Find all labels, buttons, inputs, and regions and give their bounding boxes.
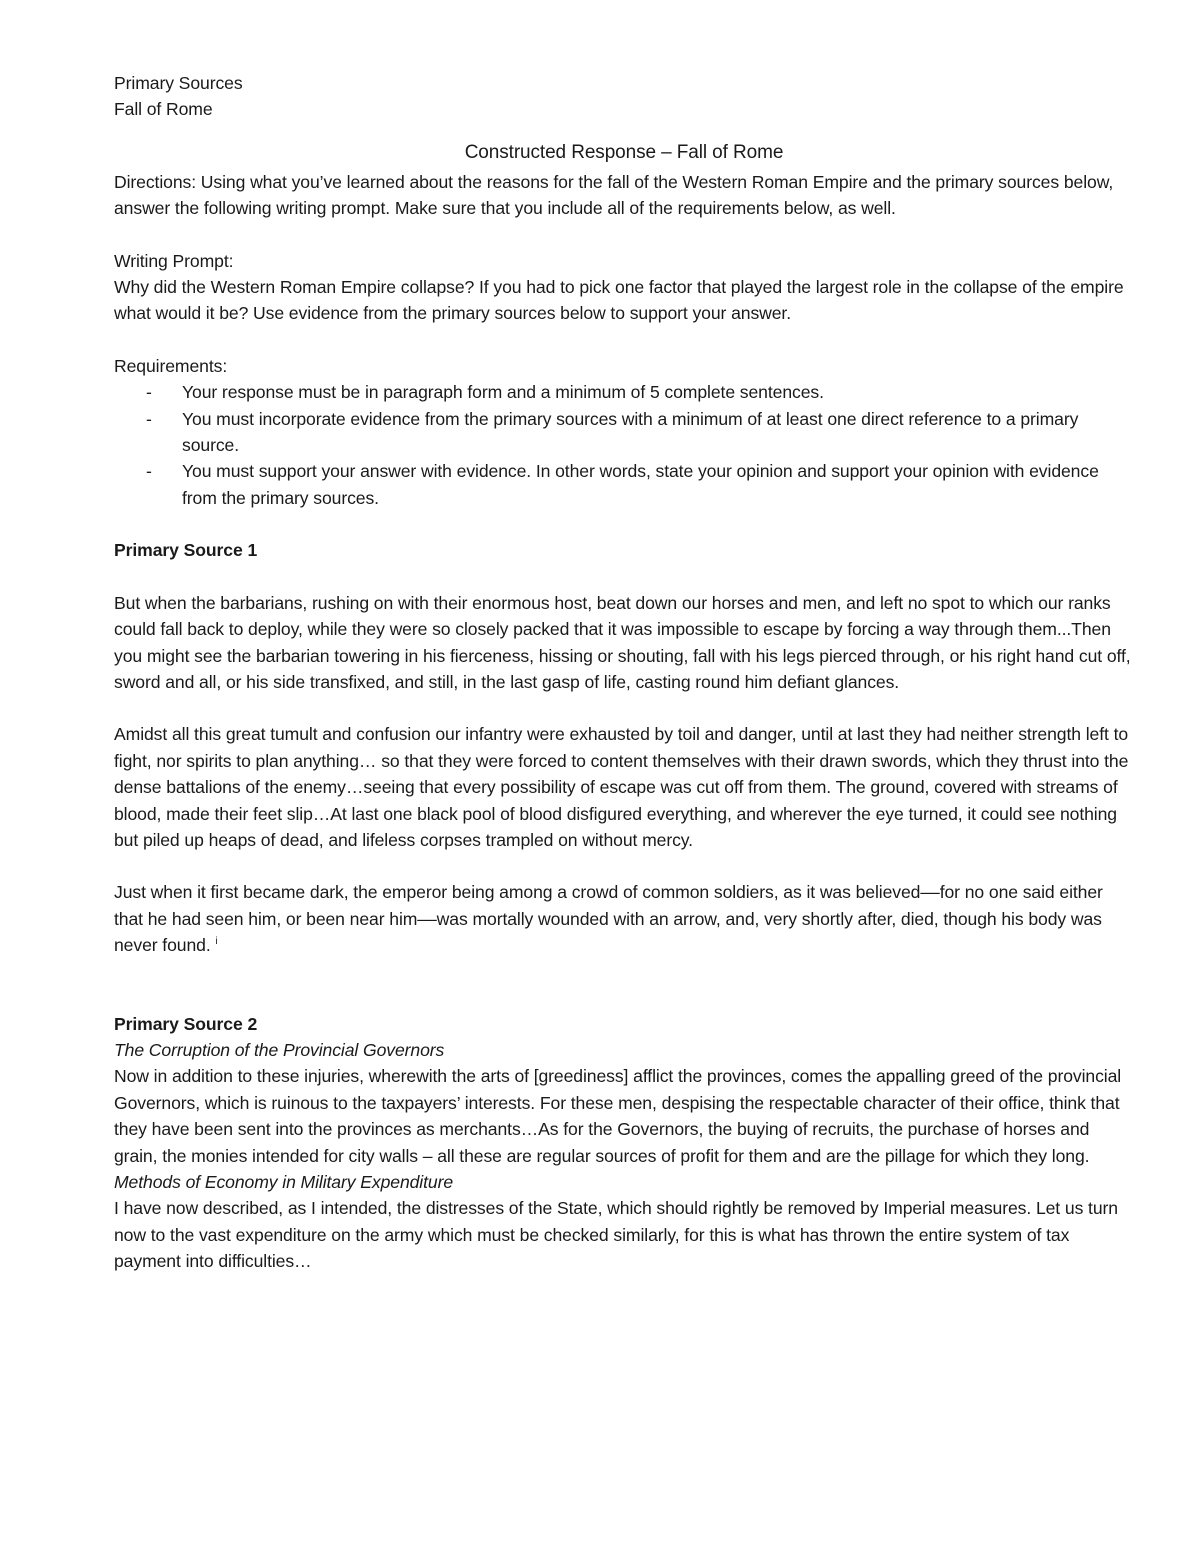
source1-paragraph: Amidst all this great tumult and confusion our infantry were exhausted by toil and danger, until at last they had neither strength left to fight, nor spirits to plan anything… so that they were forced to content themselves with their drawn swords, which they thrust into the dense battalions of the enemy…seeing that every possibility of escape was cut off from them. The ground, covered with streams of blood, made their feet slip…At last one black pool of blood disfigured everything, and wherever the eye turned, it could see nothing but piled up heaps of dead, and lifeless corpses trampled on without mercy. — [114, 724, 1129, 850]
prompt-text: Why did the Western Roman Empire collapse? If you had to pick one factor that played the largest role in the collapse of the empire what would it be? Use evidence from the primary sources below to support your answer. — [114, 277, 1124, 324]
source2-subheading: Methods of Economy in Military Expenditure — [114, 1172, 454, 1192]
source1-paragraph: But when the barbarians, rushing on with their enormous host, beat down our horses and men, and left no spot to which our ranks could fall back to deploy, while they were so closely packed that it was impossible to escape by forcing a way through them...Then you might see the barbarian towering in his fierceness, hissing or shouting, fall with his legs pierced through, or his right hand cut off, sword and all, or his side transfixed, and still, in the last gasp of life, casting round him defiant glances. — [114, 592, 1131, 692]
bullet-dash: - — [146, 382, 152, 403]
source2-paragraph: I have now described, as I intended, the distresses of the State, which should rightly be removed by Imperial measures. Let us turn now to the vast expenditure on the army which must be checked similarly, for this is what has thrown the entire system of tax payment into difficulties… — [114, 1198, 1118, 1272]
source2-subheading: The Corruption of the Provincial Governors — [114, 1039, 445, 1060]
source1-paragraph-text: Just when it first became dark, the emperor being among a crowd of common soldiers, as it was believed––for no one said either that he had seen him, or been near him––was mortally wounded with an arrow, and, very shortly after, died, though his body was never found. — [114, 882, 1103, 956]
requirements-list — [114, 379, 1134, 511]
requirement-text: You must incorporate evidence from the primary sources with a minimum of at least one direct reference to a primary source. — [182, 408, 1079, 456]
prompt-label: Writing Prompt: — [114, 250, 234, 271]
requirements-label: Requirements: — [114, 355, 228, 376]
requirement-item — [114, 379, 1134, 405]
source2-heading: Primary Source 2 — [114, 1013, 258, 1034]
source2-paragraph: Now in addition to these injuries, wherewith the arts of [greediness] afflict the provinces, comes the appalling greed of the provincial Governors, which is ruinous to the taxpayers’ interests. For these men, despising the respectable character of their office, think that they have been sent into the provinces as merchants…As for the Governors, the buying of recruits, the purchase of horses and grain, the monies intended for city walls – all these are regular sources of profit for them and are the pillage for which they long. — [114, 1066, 1122, 1166]
requirement-item — [114, 406, 1134, 459]
directions-text: Directions: Using what you’ve learned about the reasons for the fall of the Western Roman Empire and the primary sources below, answer the following writing prompt. Make sure that you include all of the requirements below, as well. — [114, 171, 1114, 219]
header-unit: Fall of Rome — [114, 99, 213, 120]
bullet-dash: - — [146, 461, 152, 482]
requirement-text: You must support your answer with evidence. In other words, state your opinion and support your opinion with evidence from the primary sources. — [182, 461, 1099, 508]
footnote-marker[interactable]: i — [215, 936, 218, 948]
document-page — [114, 70, 1134, 1275]
source1-paragraph — [114, 879, 1134, 958]
requirement-text: Your response must be in paragraph form and a minimum of 5 complete sentences. — [182, 382, 824, 403]
bullet-dash: - — [146, 408, 152, 429]
requirement-item — [114, 458, 1134, 511]
header-subject: Primary Sources — [114, 73, 243, 93]
page-title: Constructed Response – Fall of Rome — [464, 141, 784, 163]
source1-heading: Primary Source 1 — [114, 540, 258, 561]
